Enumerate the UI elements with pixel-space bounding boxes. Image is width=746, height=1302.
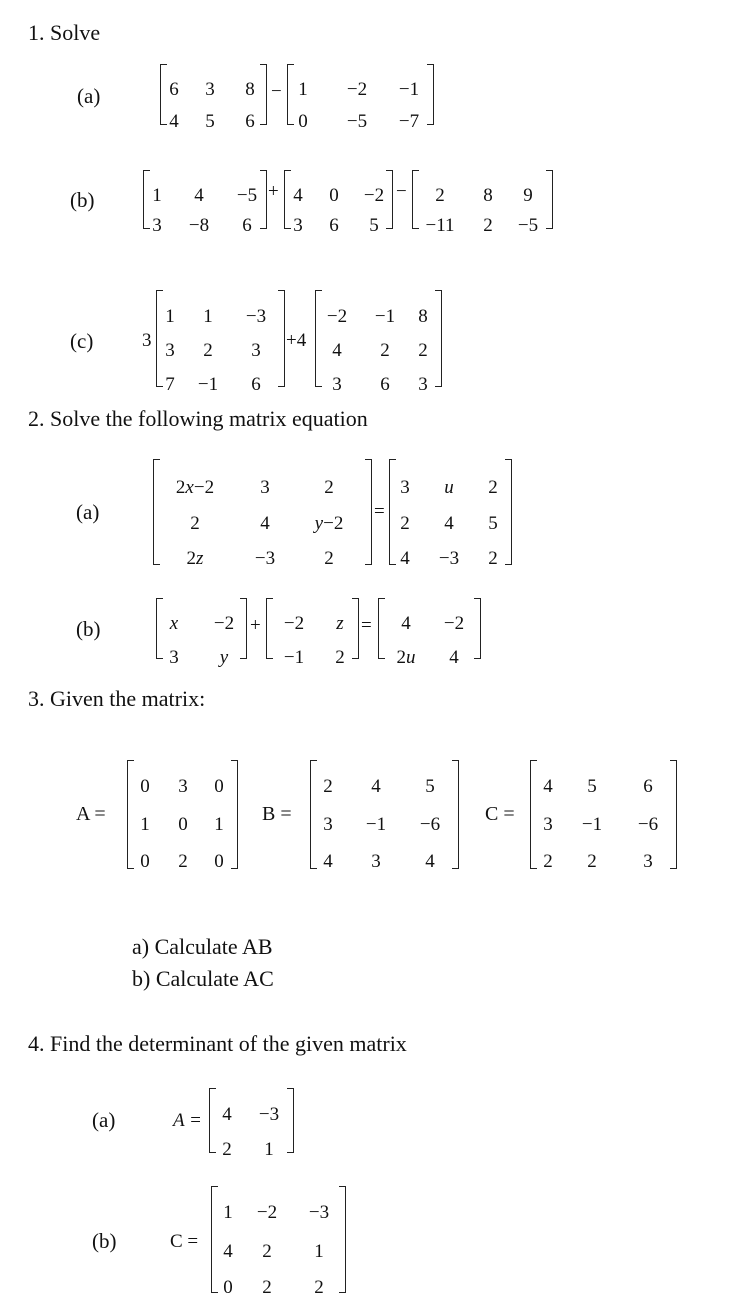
matrix-entry: 4 xyxy=(169,111,179,132)
matrix-entry: 7 xyxy=(165,374,175,395)
left-bracket xyxy=(156,290,163,387)
matrix-entry: 4 xyxy=(400,548,410,569)
matrix-entry: 3 xyxy=(332,374,342,395)
matrix-entry: −2 xyxy=(326,306,348,327)
matrix-entry: 4 xyxy=(332,340,342,361)
matrix-entry: 2 xyxy=(335,647,345,668)
matrix-entry: 2 xyxy=(324,548,334,569)
matrix-entry: 5 xyxy=(369,215,379,236)
matrix-entry: −1 xyxy=(581,814,603,835)
matrix-entry: −6 xyxy=(419,814,441,835)
matrix-entry: 4 xyxy=(543,776,553,797)
right-bracket xyxy=(278,290,285,387)
matrix-entry: 6 xyxy=(169,79,179,100)
q2-heading: 2. Solve the following matrix equation xyxy=(28,406,368,431)
matrix-entry: 2 xyxy=(324,477,334,498)
q2b-label: (b) xyxy=(76,617,101,641)
q4b-label: (b) xyxy=(92,1229,117,1253)
matrix-entry: 6 xyxy=(643,776,653,797)
matrix-entry: −1 xyxy=(374,306,396,327)
matrix-entry: −2 xyxy=(256,1202,278,1223)
matrix-entry: 3 xyxy=(251,340,261,361)
q1c-matrix-1 xyxy=(156,290,286,395)
matrix-entry: −2 xyxy=(213,613,235,634)
matrix-entry: 1 xyxy=(140,814,150,835)
matrix-entry: 2 xyxy=(488,477,498,498)
matrix-entry: 3 xyxy=(643,851,653,872)
q1b-matrix-1 xyxy=(143,170,268,236)
scalar-plus-4: +4 xyxy=(286,330,307,351)
matrix-entry: 3 xyxy=(178,776,188,797)
matrix-entry: 8 xyxy=(418,306,428,327)
scalar-3: 3 xyxy=(142,330,152,351)
q1a-matrix-2 xyxy=(287,64,435,132)
matrix-entry: 9 xyxy=(523,185,533,206)
right-bracket xyxy=(365,459,372,565)
matrix-entry: −2 xyxy=(346,79,368,100)
matrix-entry: 2 xyxy=(190,513,200,534)
q1b-label: (b) xyxy=(70,188,95,212)
equals-sign: = xyxy=(374,501,385,522)
q1-heading: 1. Solve xyxy=(28,20,101,45)
matrix-entry: 3 xyxy=(293,215,303,236)
matrix-entry: 1 xyxy=(298,79,308,100)
matrix-entry: 0 xyxy=(140,776,150,797)
q2a-label: (a) xyxy=(76,500,100,524)
matrix-entry: 4 xyxy=(323,851,333,872)
matrix-entry: y xyxy=(219,647,229,668)
q3-part-b: b) Calculate AC xyxy=(132,966,274,991)
matrix-entry: −3 xyxy=(254,548,276,569)
matrix-entry: 4 xyxy=(444,513,454,534)
matrix-C-label: C = xyxy=(170,1231,199,1252)
matrix-entry: 2 xyxy=(587,851,597,872)
matrix-entry: 4 xyxy=(222,1104,232,1125)
matrix-entry: 5 xyxy=(425,776,435,797)
q4b-matrix-C xyxy=(211,1186,347,1298)
matrix-entry: 1 xyxy=(165,306,175,327)
matrix-entry: 8 xyxy=(483,185,493,206)
matrix-entry: 4 xyxy=(194,185,204,206)
matrix-entry: y−2 xyxy=(314,513,344,534)
matrix-entry: 3 xyxy=(400,477,410,498)
matrix-entry: 3 xyxy=(169,647,179,668)
q3-heading: 3. Given the matrix: xyxy=(28,686,206,711)
matrix-entry: 2 xyxy=(488,548,498,569)
matrix-A-label: A = xyxy=(173,1110,202,1131)
matrix-entry: 6 xyxy=(329,215,339,236)
matrix-entry: 1 xyxy=(264,1139,274,1160)
matrix-entry: x xyxy=(169,613,179,634)
matrix-entry: 3 xyxy=(418,374,428,395)
matrix-entry: 1 xyxy=(214,814,224,835)
matrix-C-label: C = xyxy=(485,803,515,825)
matrix-entry: 0 xyxy=(223,1277,233,1298)
q4a-matrix-A xyxy=(209,1088,295,1160)
matrix-entry: 0 xyxy=(329,185,339,206)
left-bracket xyxy=(153,459,160,565)
matrix-entry: 2 xyxy=(203,340,213,361)
matrix-entry: 4 xyxy=(260,513,270,534)
matrix-B xyxy=(310,760,460,870)
q2b-matrix-2 xyxy=(266,598,360,668)
matrix-entry: 6 xyxy=(251,374,261,395)
matrix-entry: 4 xyxy=(449,647,459,668)
matrix-entry: 4 xyxy=(425,851,435,872)
q1c-label: (c) xyxy=(70,329,94,353)
minus-sign: − xyxy=(396,181,407,202)
matrix-entry: 2 xyxy=(262,1241,272,1262)
minus-sign: − xyxy=(271,81,282,102)
matrix-entry: 8 xyxy=(245,79,255,100)
matrix-entry: 6 xyxy=(242,215,252,236)
matrix-entry: 0 xyxy=(298,111,308,132)
q4-heading: 4. Find the determinant of the given matrix xyxy=(28,1031,407,1056)
matrix-entry: −2 xyxy=(443,613,465,634)
matrix-entry: 0 xyxy=(214,851,224,872)
matrix-entry: −2 xyxy=(363,185,385,206)
matrix-entry: 6 xyxy=(245,111,255,132)
matrix-A xyxy=(127,760,239,870)
matrix-entry: 0 xyxy=(178,814,188,835)
matrix-entry: 3 xyxy=(371,851,381,872)
matrix-entry: 2 xyxy=(543,851,553,872)
matrix-entry: 3 xyxy=(165,340,175,361)
matrix-entry: 2 xyxy=(178,851,188,872)
matrix-A-label: A = xyxy=(76,803,106,825)
matrix-entry: 1 xyxy=(223,1202,233,1223)
matrix-entry: 5 xyxy=(205,111,215,132)
matrix-entry: −3 xyxy=(258,1104,280,1125)
matrix-entry: z xyxy=(336,613,344,634)
plus-sign: + xyxy=(268,181,279,202)
matrix-entry: 4 xyxy=(401,613,411,634)
matrix-entry: 2 xyxy=(222,1139,232,1160)
matrix-B-label: B = xyxy=(262,803,292,825)
matrix-entry: 3 xyxy=(260,477,270,498)
matrix-entry: 3 xyxy=(543,814,553,835)
matrix-entry: 5 xyxy=(488,513,498,534)
matrix-entry: 2x−2 xyxy=(175,477,215,498)
plus-sign: + xyxy=(250,615,261,636)
q3-part-a: a) Calculate AB xyxy=(132,934,273,959)
matrix-entry: 2 xyxy=(380,340,390,361)
matrix-entry: −7 xyxy=(398,111,420,132)
q2a-matrix-lhs xyxy=(153,459,373,569)
matrix-entry: 2 xyxy=(314,1277,324,1298)
matrix-entry: −3 xyxy=(245,306,267,327)
matrix-entry: 4 xyxy=(223,1241,233,1262)
matrix-entry: −5 xyxy=(346,111,368,132)
matrix-entry: −8 xyxy=(188,215,210,236)
matrix-entry: 0 xyxy=(214,776,224,797)
matrix-entry: 2 xyxy=(483,215,493,236)
matrix-entry: 2 xyxy=(435,185,445,206)
matrix-entry: −1 xyxy=(365,814,387,835)
matrix-entry: 2 xyxy=(262,1277,272,1298)
matrix-entry: −1 xyxy=(398,79,420,100)
matrix-entry: −11 xyxy=(425,215,455,236)
matrix-entry: 2 xyxy=(400,513,410,534)
matrix-entry: 1 xyxy=(314,1241,324,1262)
matrix-entry: 1 xyxy=(203,306,213,327)
q1b-matrix-3 xyxy=(412,170,554,236)
q2b-matrix-1 xyxy=(156,598,248,668)
right-bracket xyxy=(435,290,442,387)
matrix-entry: 6 xyxy=(380,374,390,395)
matrix-entry: −5 xyxy=(236,185,258,206)
matrix-entry: 3 xyxy=(323,814,333,835)
q2a-matrix-rhs xyxy=(389,459,513,569)
equals-sign: = xyxy=(361,615,372,636)
q1a-matrix-1 xyxy=(160,64,268,132)
matrix-entry: 2u xyxy=(396,647,416,668)
matrix-entry: −3 xyxy=(308,1202,330,1223)
matrix-entry: 2 xyxy=(323,776,333,797)
q1a-label: (a) xyxy=(77,84,101,108)
matrix-entry: u xyxy=(444,477,454,498)
left-bracket xyxy=(315,290,322,387)
q1b-matrix-2 xyxy=(284,170,394,236)
matrix-entry: −1 xyxy=(197,374,219,395)
matrix-entry: 3 xyxy=(205,79,215,100)
matrix-entry: 0 xyxy=(140,851,150,872)
matrix-entry: 5 xyxy=(587,776,597,797)
matrix-entry: 3 xyxy=(152,215,162,236)
matrix-entry: −2 xyxy=(283,613,305,634)
matrix-entry: −5 xyxy=(517,215,539,236)
matrix-entry: −6 xyxy=(637,814,659,835)
q4a-label: (a) xyxy=(92,1108,116,1132)
matrix-entry: 4 xyxy=(293,185,303,206)
q2b-matrix-rhs xyxy=(378,598,482,668)
matrix-entry: 2z xyxy=(186,548,204,569)
matrix-entry: −3 xyxy=(438,548,460,569)
matrix-entry: 4 xyxy=(371,776,381,797)
matrix-entry: −1 xyxy=(283,647,305,668)
q1c-matrix-2 xyxy=(315,290,443,395)
matrix-C xyxy=(530,760,678,870)
matrix-entry: 1 xyxy=(152,185,162,206)
matrix-entry: 2 xyxy=(418,340,428,361)
